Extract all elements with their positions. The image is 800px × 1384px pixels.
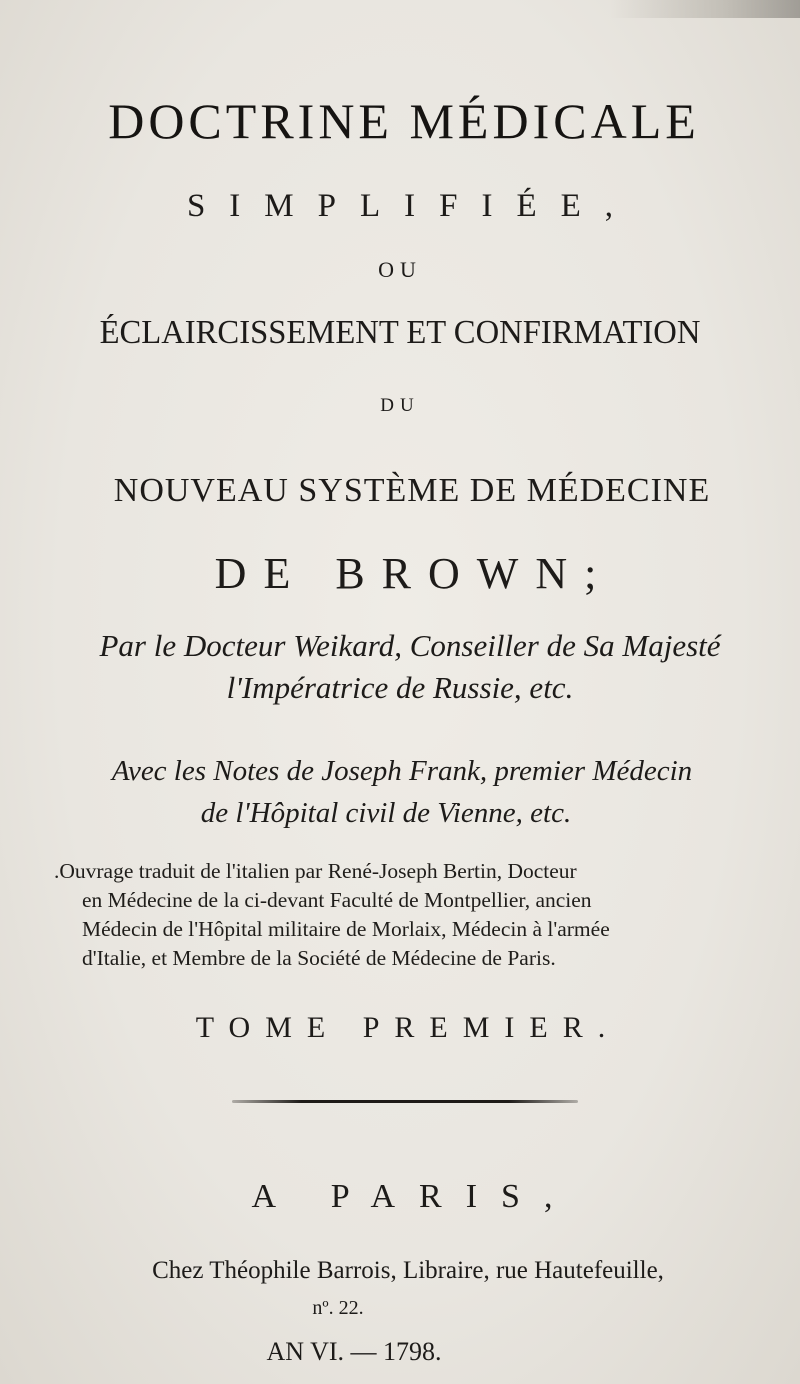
preposition-du: DU: [380, 395, 420, 416]
main-title: DOCTRINE MÉDICALE: [108, 93, 700, 149]
translation-line: en Médecine de la ci-devant Faculté de Montpellier, ancien: [82, 888, 592, 912]
author-line-2: l'Impératrice de Russie, etc.: [226, 670, 574, 705]
translation-line: d'Italie, et Membre de la Société de Médecine de Paris.: [82, 946, 556, 970]
translation-line: .Ouvrage traduit de l'italien par René-Joseph Bertin, Docteur: [54, 859, 577, 883]
subtitle-eclaircissement: ÉCLAIRCISSEMENT ET CONFIRMATION: [99, 314, 701, 351]
page-stain: [610, 0, 800, 18]
author-line-1: Par le Docteur Weikard, Conseiller de Sa Majesté: [99, 628, 721, 663]
notes-line-1: Avec les Notes de Joseph Frank, premier Médecin: [111, 755, 693, 787]
subtitle-de-brown: DE BROWN;: [214, 549, 614, 598]
publication-date: AN VI. — 1798.: [266, 1337, 442, 1366]
subtitle-nouveau-systeme: NOUVEAU SYSTÈME DE MÉDECINE: [113, 472, 711, 509]
subtitle-simplifiee: SIMPLIFIÉE,: [186, 188, 638, 224]
translation-line: Médecin de l'Hôpital militaire de Morlaix, Médecin à l'armée: [82, 917, 610, 941]
conjunction-ou: OU: [378, 257, 422, 282]
address-number: nº. 22.: [312, 1297, 364, 1319]
notes-line-2: de l'Hôpital civil de Vienne, etc.: [200, 797, 572, 829]
publisher-line: Chez Théophile Barrois, Libraire, rue Hautefeuille,: [152, 1257, 664, 1284]
place-of-publication: A PARIS,: [251, 1178, 577, 1215]
divider-rule: [232, 1100, 578, 1103]
volume-label: TOME PREMIER.: [195, 1011, 621, 1044]
